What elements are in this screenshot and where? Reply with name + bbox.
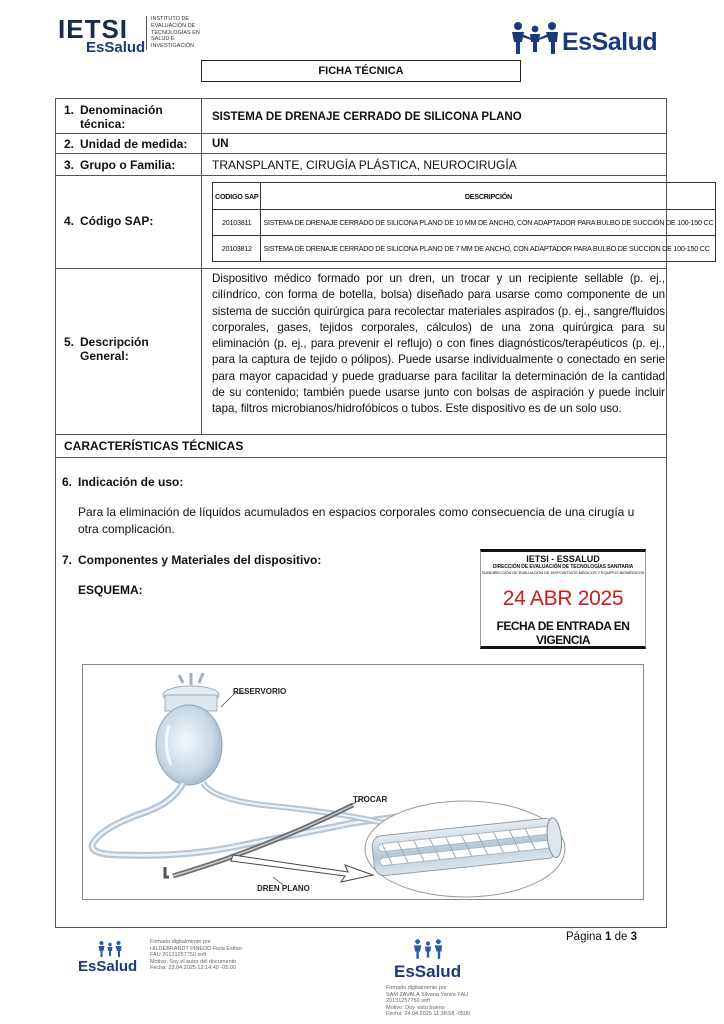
indicacion-text: Para la eliminación de líquidos acumulados en espacios corporales como consecuencia de una cirugía u otra complicación. [78,505,635,536]
footer-essalud-wordmark: EsSalud [394,962,462,981]
table-row [213,236,716,262]
ietsi-subtitle: INSTITUTO DE EVALUACIÓN DE TECNOLOGÍAS EN SALUD E INVESTIGACIÓN [146,16,210,50]
sap-code: 20103811 [213,210,261,236]
ietsi-wordmark: IETSI [58,14,129,44]
page-title: FICHA TÉCNICA [201,60,521,82]
footer-essalud-wordmark: EsSalud [78,958,138,975]
description-text: Dispositivo médico formado por un dren, un trocar y un recipiente sellable (p. ej., cilíndrico, con forma de botella, bolsa) diseñado para usarse como componente de un sistema de succión quirúrgica para recolectar materiales aspirados (p. ej., sangre/fluidos corporales, gases, tejidos corporales, cálculos) de una zona quirúrgica para su eliminación (p. ej., para prevenir el reflujo) o con fines diagnósticos/terapéuticos (p. ej., para la captura de tejido o pólipos). Puede usarse individualmente o conectado en serie para mayor capacidad y puede graduarse para facilitar la determinación de la cantidad de su contenido; también puede usarse junto con bolsas de aspiración y puede incluir tapa, filtros microbianos/hidrofóbicos o tubos. Este dispositivo es de un solo uso. [212,272,665,416]
ietsi-logo [58,16,208,56]
ietsi-essalud-wordmark: EsSalud [86,39,146,56]
label-indicacion: 6. Indicación de uso: [62,475,184,489]
label-unidad: 2. Unidad de medida: [64,137,188,151]
stamp-date: 24 ABR 2025 [502,587,624,610]
value-unidad: UN [212,138,229,150]
row-denominacion [56,99,666,134]
label-denominacion: 1. Denominación técnica: [64,103,163,131]
sap-header-code: CODIGO SAP [213,183,261,210]
sap-description: SISTEMA DE DRENAJE CERRADO DE SILICONA PLANO DE 7 MM DE ANCHO, CON ADAPTADOR PARA BULBO DE SUCCIÓN DE 100-150 CC [261,236,716,262]
section-title-caracteristicas: CARACTERÍSTICAS TÉCNICAS [64,439,244,453]
label-grupo: 3. Grupo o Familia: [64,158,176,172]
sap-code: 20103812 [213,236,261,262]
row-caracteristicas [56,435,666,458]
drain-system-illustration [83,665,643,899]
signature-center: Firmado digitalmente por SAM ZAVALA Silvana Yanire FAU 20131257750 soft Motivo: Doy visto bueno Fecha: 24.04.2025 11:38:58 -0500 [386,985,470,1018]
stamp-caption: FECHA DE ENTRADA EN VIGENCIA [496,619,630,647]
row-grupo [56,154,666,176]
label-descripcion: 5. Descripción General: [64,335,149,363]
page-indicator: Página 1 de 3 [566,931,638,943]
label-dren-plano: DREN PLANO [257,884,310,893]
family-icon [406,938,450,960]
label-componentes: 7. Componentes y Materiales del dispositivo: [62,553,322,567]
label-esquema: ESQUEMA: [78,583,143,597]
value-grupo: TRANSPLANTE, CIRUGÍA PLÁSTICA, NEUROCIRUGÍA [212,158,517,172]
label-codigo-sap: 4. Código SAP: [64,214,154,228]
stamp-direction: DIRECCIÓN DE EVALUACIÓN DE TECNOLOGÍAS SANITARIA [492,564,634,570]
sap-header-description: DESCRIPCIÓN [261,183,716,210]
family-icon [510,20,560,56]
reservoir-bulb [156,673,222,785]
footer-essalud-logo-center [394,938,464,984]
validity-stamp [480,549,646,649]
sap-code-table [212,182,716,262]
row-unidad [56,134,666,154]
stamp-subdirection: SUBDIRECCIÓN DE EVALUACIÓN DE DISPOSITIVOS MÉDICOS Y EQUIPOS BIOMÉDICOS [481,570,645,575]
label-reservorio: RESERVORIO [233,687,287,696]
row-descripcion [56,269,666,435]
table-row [213,210,716,236]
sap-table-header [213,183,716,210]
device-schematic [82,664,644,900]
footer-essalud-logo-left [78,940,138,980]
value-denominacion: SISTEMA DE DRENAJE CERRADO DE SILICONA PLANO [212,111,522,123]
signature-left: Firmado digitalmente por HILDEBRANDT PINEDO Fiola Esther FAU 20131257750 soft Motivo: Soy el autor del documento Fecha: 23.04.2025 12:14:40 -05:00 [150,939,243,972]
flat-drain-detail [365,801,565,897]
family-icon [90,940,130,958]
essalud-logo [510,20,670,56]
arrow-to-detail [231,855,373,882]
stamp-org: IETSI - ESSALUD [526,554,600,564]
essalud-wordmark: EsSalud [562,28,658,56]
label-trocar: TROCAR [353,795,388,804]
sap-description: SISTEMA DE DRENAJE CERRADO DE SILICONA PLANO DE 10 MM DE ANCHO, CON ADAPTADOR PARA BULBO DE SUCCIÓN DE 100-150 CC [261,210,716,236]
